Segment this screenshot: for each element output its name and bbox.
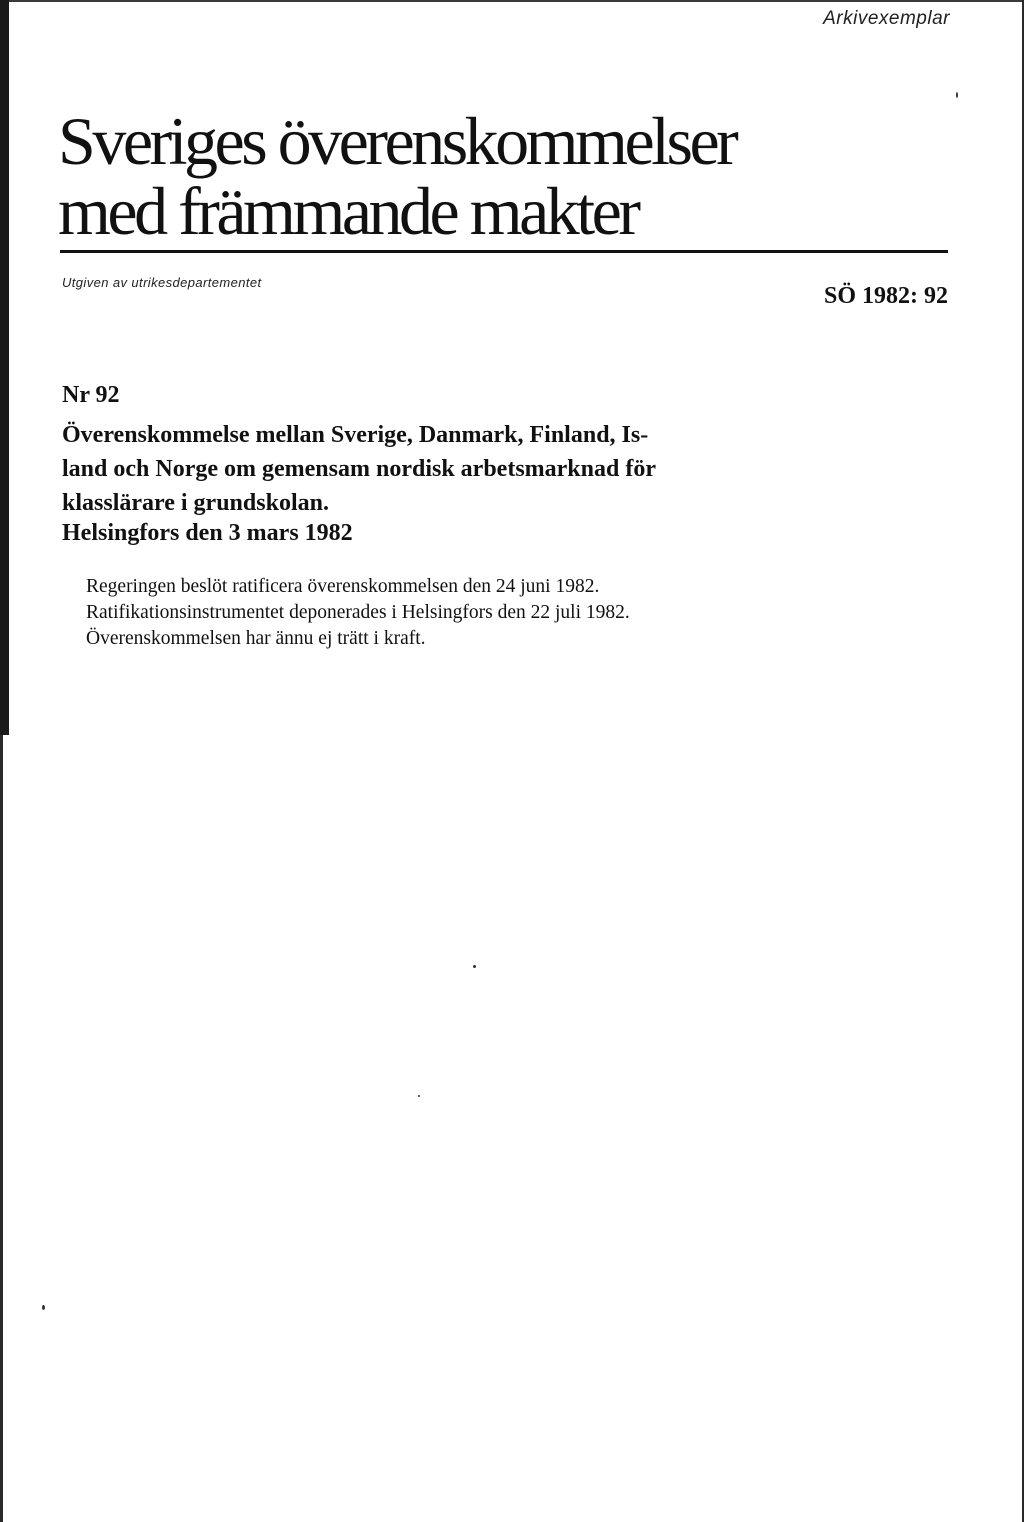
- scan-speck: [418, 1095, 420, 1097]
- scan-border-left: [0, 0, 9, 735]
- publisher-line: Utgiven av utrikesdepartementet: [62, 275, 262, 290]
- treaty-number: Nr 92: [62, 382, 120, 408]
- ratification-notes: [86, 574, 630, 652]
- treaty-place-and-date: Helsingfors den 3 mars 1982: [62, 520, 353, 546]
- treaty-title: [62, 418, 762, 520]
- series-title-line-1: Sveriges överenskommelser: [58, 103, 736, 179]
- header-divider: [60, 250, 948, 253]
- treaty-title-line: land och Norge om gemensam nordisk arbetsmarknad för: [62, 456, 656, 482]
- scan-border-left-lower: [0, 735, 3, 1522]
- publication-number: SÖ 1982: 92: [823, 283, 948, 309]
- treaty-title-line: Överenskommelse mellan Sverige, Danmark, Finland, Is-: [62, 422, 649, 448]
- scan-speck: [956, 92, 958, 98]
- scan-speck: [42, 1305, 45, 1310]
- series-title: [58, 103, 736, 249]
- series-title-line-2: med främmande makter: [58, 173, 638, 249]
- ratification-note: Ratifikationsinstrumentet deponerades i Helsingfors den 22 juli 1982.: [86, 602, 630, 623]
- treaty-title-line: klasslärare i grundskolan.: [62, 490, 329, 516]
- archive-copy-stamp: Arkivexemplar: [823, 8, 950, 29]
- scan-border-top: [0, 0, 1024, 2]
- ratification-note: Regeringen beslöt ratificera överenskommelsen den 24 juni 1982.: [86, 576, 600, 597]
- ratification-note: Överenskommelsen har ännu ej trätt i kraft.: [86, 628, 426, 649]
- scan-speck: [473, 965, 476, 968]
